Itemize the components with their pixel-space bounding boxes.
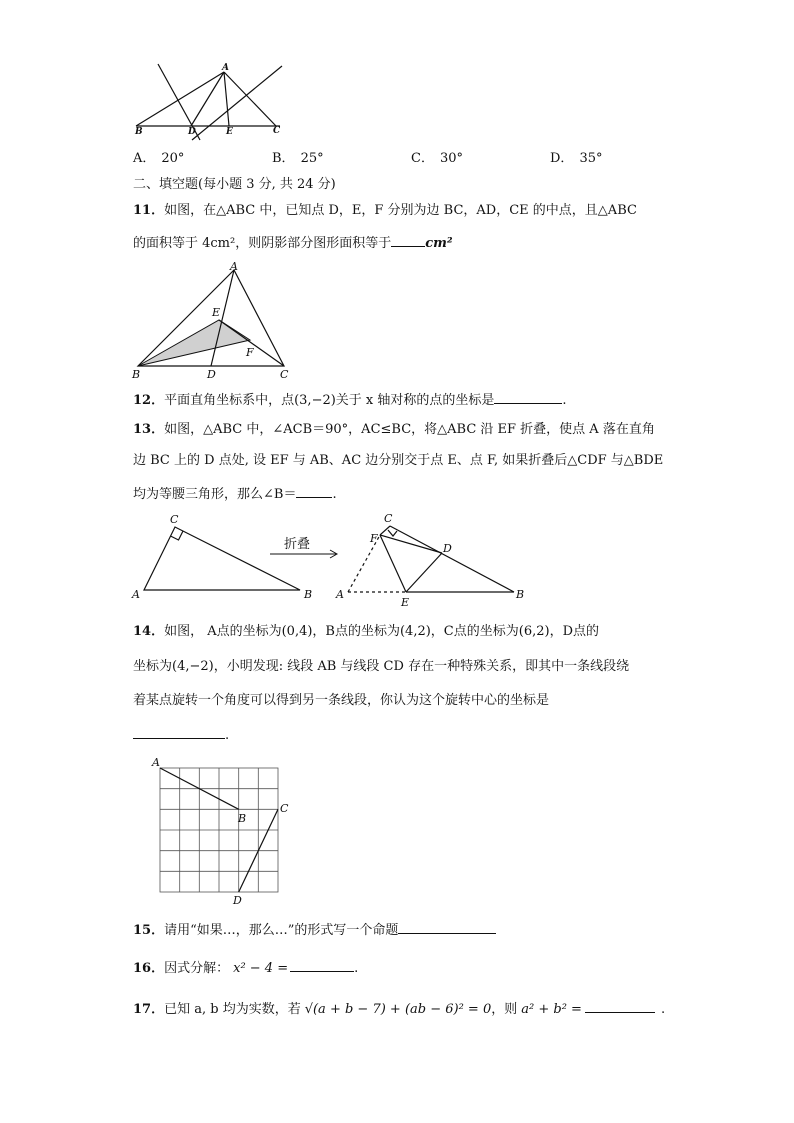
label-d: D (233, 894, 242, 907)
label-b: B (516, 588, 525, 601)
segment-de (406, 553, 442, 592)
label-e: E (226, 127, 233, 137)
q13-figure-right (334, 508, 534, 608)
label-b: B (238, 812, 247, 825)
triangle-abc (138, 270, 284, 366)
label-f: F (246, 346, 254, 359)
label-a: A (152, 756, 160, 769)
label-c: C (273, 126, 281, 136)
q16-line: 16．因式分解： x² − 4 = . (133, 957, 358, 978)
q15-answer-blank (398, 919, 496, 934)
label-e: E (401, 596, 410, 609)
q10-option-b: B． 25° (272, 151, 324, 166)
q10-option-d: D． 35° (550, 151, 603, 166)
q17-line: 17．已知 a, b 均为实数，若 √(a + b − 7) + (ab − 6)² = 0，则 a² + b² = . (133, 998, 665, 1019)
q13-line2: 边 BC 上的 D 点处, 设 EF 与 AB、AC 边分别交于点 E、点 F, 如果折叠后△CDF 与△BDE (133, 453, 664, 468)
q14-line2: 坐标为(4,−2)，小明发现: 线段 AB 与线段 CD 存在一种特殊关系，即其中一条线段绕 (133, 659, 630, 674)
segment-cb (390, 526, 514, 592)
label-b: B (135, 127, 143, 137)
segment-ae (224, 72, 229, 126)
label-c: C (384, 512, 393, 525)
shaded-triangle (138, 320, 250, 366)
q10-option-a: A． 20° (133, 151, 185, 166)
segment-ac (224, 72, 276, 126)
fold-label: 折叠 (284, 537, 311, 552)
q11-figure (130, 262, 300, 382)
label-c: C (280, 802, 289, 815)
q14-line3: 着某点旋转一个角度可以得到另一条线段，你认为这个旋转中心的坐标是 (133, 693, 550, 708)
label-b: B (304, 588, 313, 601)
right-angle-mark (388, 530, 397, 536)
label-a: A (132, 588, 140, 601)
q10-figure (130, 60, 290, 140)
q16-answer-blank (290, 957, 354, 972)
label-d: D (188, 127, 196, 137)
q10-option-c: C． 30° (411, 151, 463, 166)
q11-answer-blank (391, 232, 425, 247)
q13-answer-blank (296, 483, 332, 498)
label-e: E (212, 306, 221, 319)
q14-answer-blank (133, 724, 225, 739)
label-c: C (170, 513, 179, 526)
section-title: 二、填空题(每小题 3 分, 共 24 分) (133, 177, 336, 192)
q15-line: 15．请用“如果…，那么…”的形式写一个命题 (133, 919, 496, 940)
q12-answer-blank (494, 389, 562, 404)
label-c: C (280, 368, 289, 381)
label-d: D (443, 542, 452, 555)
q11-line2: 的面积等于 4cm²，则阴影部分图形面积等于 cm² (133, 232, 453, 253)
segment-fe (380, 535, 406, 592)
q14-line4: . (133, 724, 229, 745)
label-d: D (207, 368, 216, 381)
q17-answer-blank (585, 998, 655, 1013)
label-b: B (132, 368, 141, 381)
label-f: F (370, 532, 378, 545)
label-a: A (222, 63, 229, 73)
q12-line: 12．平面直角坐标系中，点(3,−2)关于 x 轴对称的点的坐标是 . (133, 389, 567, 410)
q14-line1: 14．如图， A点的坐标为(0,4)，B点的坐标为(4,2)，C点的坐标为(6,2)，D点的 (133, 624, 599, 639)
q14-grid-figure (148, 754, 298, 906)
fold-arrow (270, 548, 342, 560)
label-a: A (230, 260, 238, 273)
label-a: A (336, 588, 344, 601)
q13-line1: 13．如图，△ABC 中，∠ACB＝90°，AC≤BC，将△ABC 沿 EF 折叠，使点 A 落在直角 (133, 422, 655, 437)
segment-ab (136, 72, 224, 126)
q13-line3: 均为等腰三角形，那么∠B＝ . (133, 483, 337, 504)
q11-line1: 11．如图，在△ABC 中，已知点 D，E，F 分别为边 BC，AD，CE 的中点，且△ABC (133, 203, 637, 218)
